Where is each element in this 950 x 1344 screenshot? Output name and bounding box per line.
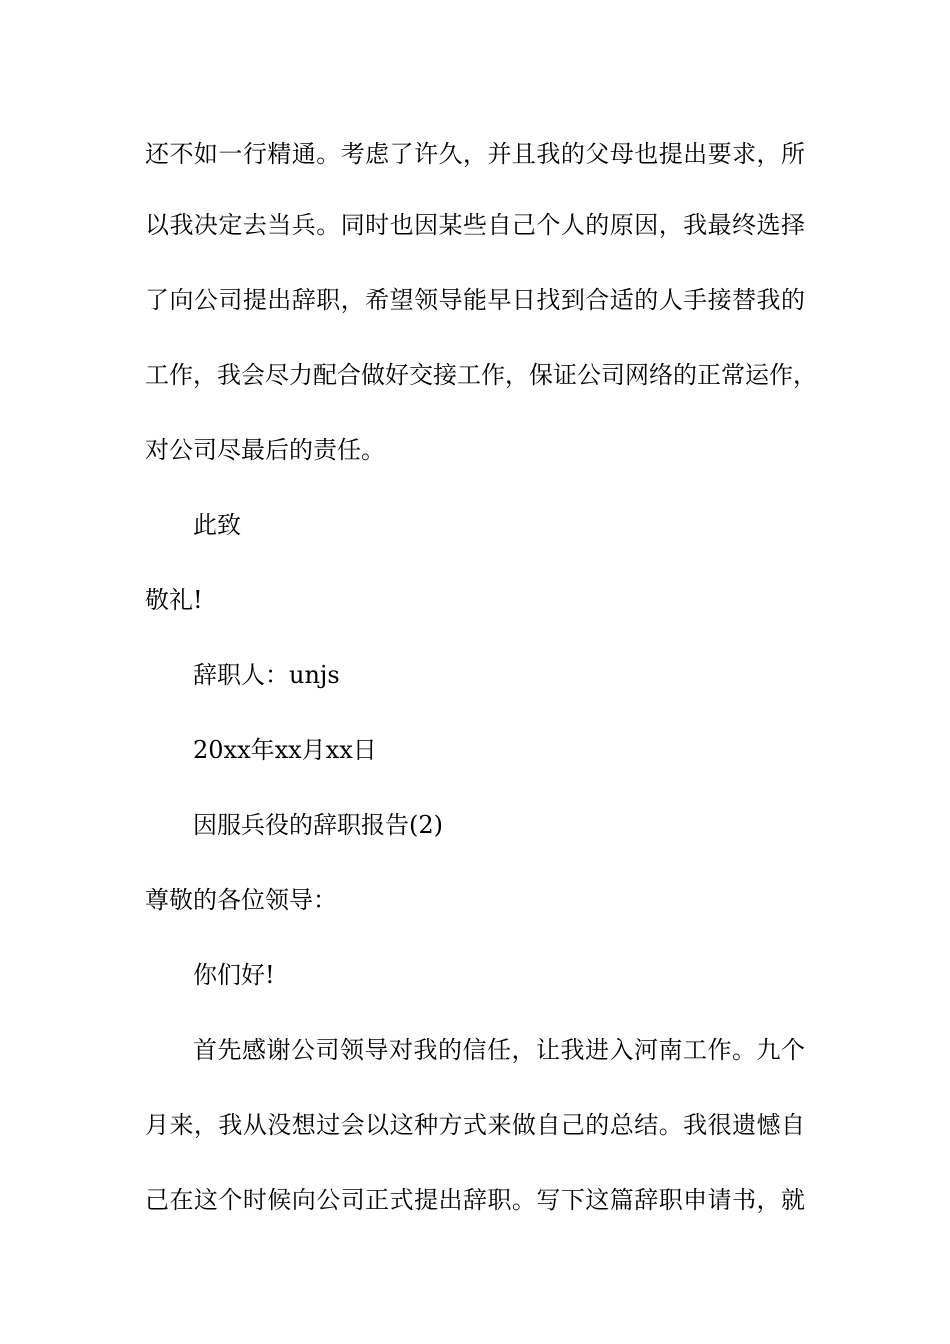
paragraph-line-5: 对公司尽最后的责任。 (145, 436, 385, 464)
date-line: 20xx年xx月xx日 (193, 736, 377, 764)
paragraph-line-3: 了向公司提出辞职，希望领导能早日找到合适的人手接替我的 (145, 286, 805, 314)
paragraph-line-2: 以我决定去当兵。同时也因某些自己个人的原因，我最终选择 (145, 211, 805, 239)
signature-line: 辞职人：unjs (193, 661, 340, 689)
closing-text: 此致 (193, 511, 241, 539)
salute-text: 敬礼! (145, 586, 203, 614)
body2-line-3: 己在这个时候向公司正式提出辞职。写下这篇辞职申请书，就 (145, 1186, 805, 1214)
hello-line: 你们好! (193, 961, 275, 989)
body2-line-1: 首先感谢公司领导对我的信任，让我进入河南工作。九个 (193, 1036, 805, 1064)
body2-line-2: 月来，我从没想过会以这种方式来做自己的总结。我很遗憾自 (145, 1111, 805, 1139)
greeting-line: 尊敬的各位领导： (145, 886, 337, 914)
paragraph-line-4: 工作，我会尽力配合做好交接工作，保证公司网络的正常运作， (145, 361, 817, 389)
paragraph-line-1: 还不如一行精通。考虑了许久，并且我的父母也提出要求，所 (145, 140, 805, 168)
section-title: 因服兵役的辞职报告(2) (193, 811, 443, 839)
